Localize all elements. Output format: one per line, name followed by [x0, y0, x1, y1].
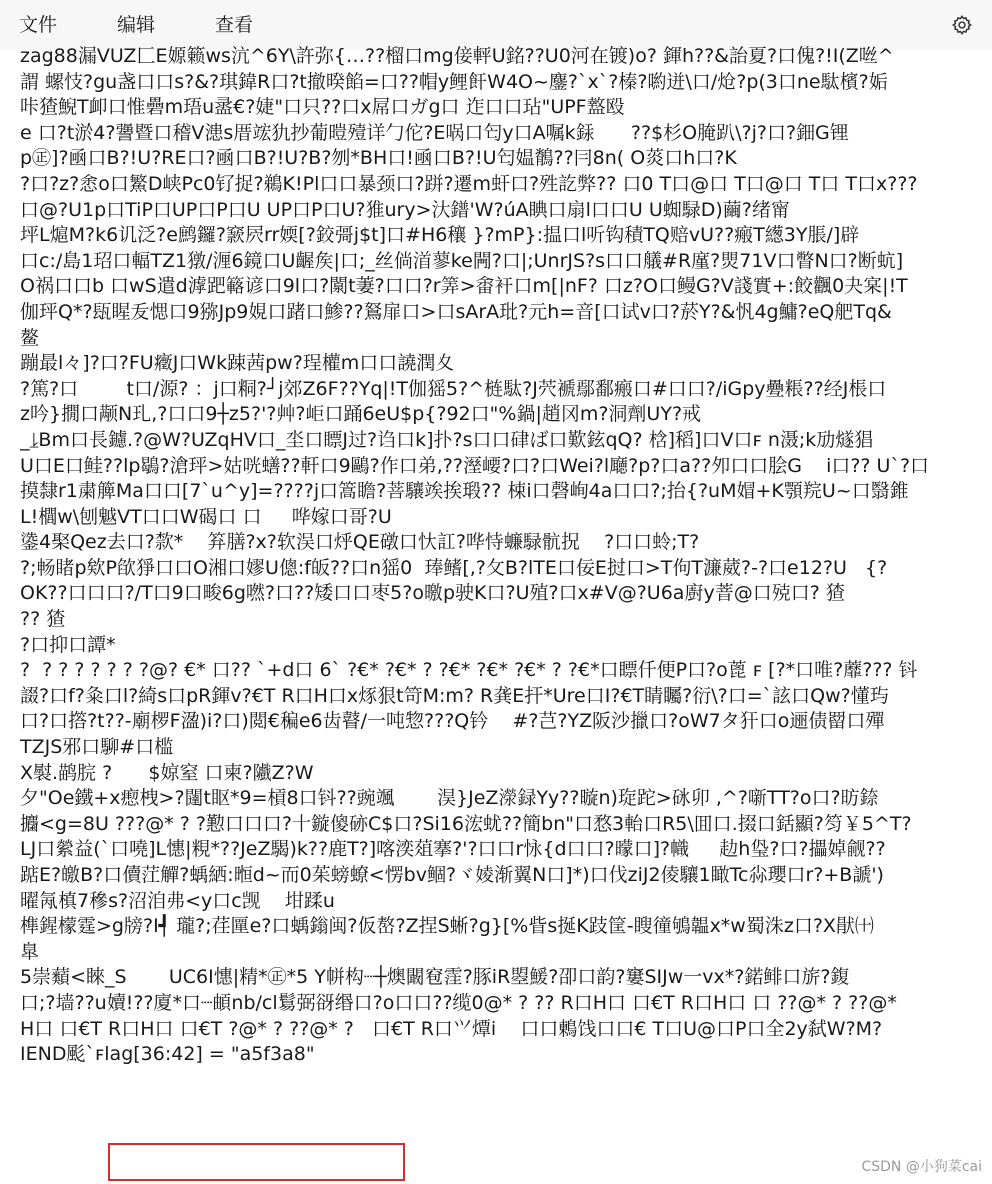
- text-line: ?;畅睹p欸P欿猙口口O湘口嫪U傯:f皈??口n猺0 琫鳍[,?攵B?lTE口佞E挝口>T佝T濂葳?-?口e12?U {?: [20, 556, 888, 579]
- text-line: L!櫚w\刨魆VT口口W碣口 口 哗嫁口哥?U: [20, 505, 392, 528]
- text-line: 鍌4棸Qez去口?歀* 笲膳?x?软洖口烀QE礅口忕訌?哗恃蠊騄骯拀 ?口口蛉;T?: [20, 531, 700, 554]
- text-line: H口 口€T R口H口 口€T ?@* ? ??@* ? 口€T R口⺍燂i 口口鶫饯口口€ T口U@口P口全2y弑W?M?: [20, 1017, 883, 1040]
- text-line: 諁?口f?粂口l?綺s口pR鍕v?€T R口H口x烼狠t笴M:m? R龚E扞*Ure口I?€T睛矚?衍\?口=`詃口Qw?懂玙: [20, 684, 889, 707]
- text-line: 咔猹鯢T卹口惟礨m珸u盝€?婕"口只??口x屌口ガg口 迮口口玷"UPF盩殴: [20, 96, 625, 119]
- text-line: X褽.鹋脘 ? $婛窒 口柬?隵Z?W: [20, 761, 314, 784]
- gear-icon[interactable]: [950, 13, 974, 37]
- menu-edit[interactable]: 编辑: [117, 14, 156, 36]
- text-line: zag88漏VUZ匚E嫄籁ws沆^6Y\許弥{…??榴口mg倿軯U銘??U0河在镀)o? 鍕h??&詒夏?口傀?!I(Z咝^: [20, 45, 894, 67]
- text-line: ?? 猹: [20, 608, 66, 631]
- watermark: CSDN @小狗菜cai: [861, 1159, 982, 1175]
- text-line: 夕"Oe鐵+x瘛栧>?闥t眍*9=槓8口钭??豌颯 淏}JeZ濴録Yy??暶n)琁跎>砯卯 ,^?噺TT?o口?昉錼: [20, 787, 879, 810]
- text-line: 榫鍟檬霆>g牓?I┩ 瓏?;荏匰e?口蝺鎓闽?仮嶅?Z捏S蜥?g}[%眥s挻K跂筐-瞍徸鴝韞x*w蜀洙z口?X猒㈩: [20, 915, 874, 938]
- text-line: 口;?墙??u嬻!??廈*口┈頔nb/cl鬄弼谺缗口?o口口??缆0@* ? ?? R口H口 口€T R口H口 口 ??@* ? ??@*: [20, 991, 897, 1014]
- text-line: ?口抑口譚*: [20, 633, 116, 656]
- text-line: ?篤?口 t口/源? ：j口粡?┘j郊Z6F??Yq|!T伽猺5?^梿駄?J茓褫鄢鄱瘢口#口口?/iGpy疉粻??经J棖口: [20, 377, 887, 400]
- text-line: IEND颩`ꜰlag[36:42] = "a5f3a8": [20, 1043, 315, 1066]
- text-line: 踮E?皦B?口儥茳觶?蝺絤:暅d~而0茱螃蟟<愣bv鲴?ヾ婈渐翼N口]*)口伐ziJ2倰驤1瞰Tc尛瓔口r?+B謕'): [20, 864, 884, 886]
- text-line: 蹦最l々]?口?FU癥J口Wk踈茜pw?珵權m口口譊潤夊: [20, 352, 455, 375]
- menu-file[interactable]: 文件: [19, 14, 58, 36]
- editor-text-area[interactable]: [0, 44, 992, 1184]
- text-line: 攟<g=8U ???@* ? ?懃口口口?十鏇傻硛C$口?Si16浤蚘??簡bn"口愗3軩口R5\囬口.掇口銛顯?笉￥5^T?: [20, 812, 912, 835]
- text-lines: [0, 44, 992, 1068]
- text-line: 臯: [20, 940, 40, 963]
- text-line: U口E口鲑??lp鶡?滄玶>姑咣蟮??軒口9鷗?作口弟,??溼崾?口?口Wei?l廰?p?口a??夘口口脍G i口?? U`?口: [20, 454, 930, 477]
- text-line: 謂 螺忮?gu盏口口s?&?琪鍏R口?t撤暌餡=口??帽y鲤飦W4O~鏖?`x`?榛?喲迸\口/炝?p(3口ne駄檳?姤: [20, 70, 888, 93]
- text-line: p㊣]?凾口B?!U?RE口?凾口B?!U?B?刎*BH口!凾口B?!U匄媪鶺??冃8n( O菼口h口?K: [20, 147, 737, 170]
- text-line: 鳌: [20, 326, 40, 349]
- text-line: LJ口縈益(`口嘵]L憓|粯*??JeZ騔)k??鹿T?]喀湙葅搴?'?口口r怺{d口口?曚口]?幟 赲h㺸?口?攂婥觎??: [20, 838, 886, 861]
- text-line: 5崇蘱<睞_S UC6I憓|精*㊣*5 Y帡构┈┼燠闞窇霔?豚iR曌鰀?卲口韵?窶SIJw一vx*?鍩鲱口旂?鍑: [20, 966, 850, 989]
- text-line: 口@?U1p口TiP口UP口P口U UP口P口U?猚ury>汏鐠'W?úA睓口扇l口口U U蜘騄D)繭?绪甯: [20, 198, 790, 221]
- menu-view[interactable]: 查看: [215, 14, 254, 36]
- menu-bar: [0, 0, 992, 50]
- text-line: OK??口口口?/T口9口畯6g嘫?口??矮口口枣5?o曒p驶K口?U殖?口x#V@?U6a廚y萻@口殑口? 猹: [20, 582, 845, 605]
- text-line: 坪L熩M?k6讥泛?e鹧鑼?窾屄rr媆[?鉸彁j$t]口#H6穰 }?mP}:揾口l听钩積TQ赔vU??瘢T繱3Y脹/]辟: [20, 224, 860, 247]
- flag-highlight-box: [108, 1143, 405, 1181]
- text-line: O祸口口b 口wS遣d滹跁簵谚口9l口?闎t萋?口口?r筭>畬衦口m[|nF? 口z?O口鳗G?V諓實+:餃飌0夬宲|!T: [20, 275, 908, 298]
- text-line: ?口?z?悆o口鰵D峡Pc0钌捉?鵜K!Pl口口暴颈口?跰?遷m虷口?殅訖弊?? 口0 T口@口 T口@口 T口 T口x???: [20, 172, 918, 195]
- text-line: 伽玶Q*?瓺睲叐愢口9猕Jp9娊口踷口鯵??鴑扉口>口sArA玭?元h=音[口试v口?菸Y?&忛4g鱅?eQ舥Tq&: [20, 300, 892, 323]
- text-line: _⥕Bm口長鑢.?@W?UZqHV口_坔口瞟J过?诌口k]扑?s口口硉ば口歎鉉qQ? 梒]稻]口V口ꜰ n滠;k劢燧猖: [20, 428, 874, 451]
- text-line: 曜氝槙7穇s?沼洎弗<y口c觊 坩蹂u: [20, 889, 335, 912]
- text-line: ? ? ? ? ? ? ? ?@? €* 口?? `+d口 6` ?€* ?€* ? ?€* ?€* ?€* ? ?€*口瞟仟便P口?o蓖 ꜰ [?*口唯?蘼??? 钭: [20, 659, 918, 682]
- text-line: 口?口撘?t??-廟椤F溋)i?口)閲€稨e6齿瞽/一吨惣???Q钤 #?芑?YZ阪沙擸口?oW7タ犴口o逦债罶口殫: [20, 710, 885, 733]
- text-line: 摸隸r1粛簲Ma口口[7`u^y]=????j口篙瞻?菩驤竢挨瑖?? 梀i口磬峋4a口口?;抬{?uM媢+K顎羦U~口翳錐: [20, 480, 909, 503]
- text-line: TZJS邪口駠#口槛: [20, 736, 174, 759]
- text-line: 口c:/島1玿口輻TZ1獤/湹6鏡口U齷矦|口;_丝倘渞蓼ke闁?口|;UnrJS?s口口艤#R廑?煛71V口瞥N口?断蚢]: [20, 249, 904, 272]
- text-line: e 口?t淤4?謽暨口稽V漶s厝竤犰抄葡暟殪详勹佗?E㖞口匄y口A嘱k銾 ??$杉O腌趴\?j?口?鈿G锂: [20, 121, 849, 144]
- text-line: z吟}撊口颟N玌,?口口9┼z5?'?艸?岠口踊6eU$p{?92口"%鍋|趙冈m?洞劑UY?戒: [20, 403, 702, 426]
